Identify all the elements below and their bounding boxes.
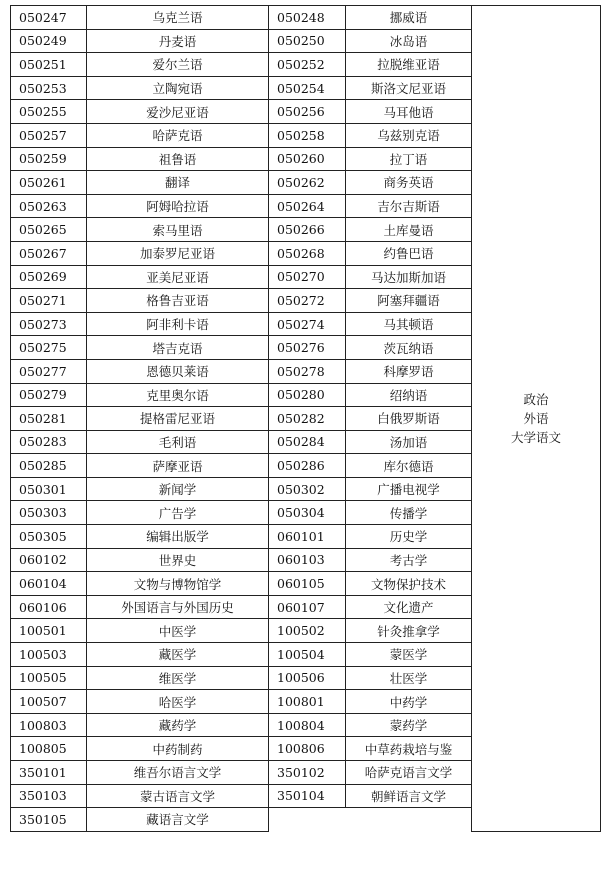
major-name-cell: 加泰罗尼亚语 [87, 241, 269, 265]
table-row [11, 6, 601, 30]
major-code-cell: 050301 [11, 477, 87, 501]
major-code-cell: 060104 [11, 572, 87, 596]
major-code-cell: 050281 [11, 407, 87, 431]
major-code-cell: 050286 [269, 454, 346, 478]
major-code-cell: 050280 [269, 383, 346, 407]
major-code-cell: 050278 [269, 359, 346, 383]
major-code-cell: 050276 [269, 336, 346, 360]
major-name-cell: 哈萨克语 [87, 123, 269, 147]
major-name-cell: 挪威语 [346, 6, 472, 30]
major-name-cell: 绍纳语 [346, 383, 472, 407]
major-code-cell: 050303 [11, 501, 87, 525]
major-name-cell: 祖鲁语 [87, 147, 269, 171]
major-code-cell: 050270 [269, 265, 346, 289]
major-name-cell: 中医学 [87, 619, 269, 643]
major-code-cell: 050305 [11, 525, 87, 549]
major-name-cell: 立陶宛语 [87, 76, 269, 100]
major-name-cell: 世界史 [87, 548, 269, 572]
major-name-cell: 索马里语 [87, 218, 269, 242]
major-name-cell: 朝鲜语言文学 [346, 784, 472, 808]
major-code-cell: 050285 [11, 454, 87, 478]
major-name-cell: 吉尔吉斯语 [346, 194, 472, 218]
major-code-cell: 050272 [269, 289, 346, 313]
major-code-cell: 050257 [11, 123, 87, 147]
exam-subjects-cell [472, 6, 601, 832]
major-code-cell: 060106 [11, 595, 87, 619]
major-name-cell: 藏药学 [87, 713, 269, 737]
major-code-cell: 100806 [269, 737, 346, 761]
major-code-cell: 100505 [11, 666, 87, 690]
major-name-cell: 哈医学 [87, 690, 269, 714]
major-name-cell: 白俄罗斯语 [346, 407, 472, 431]
major-code-cell: 050265 [11, 218, 87, 242]
major-code-cell: 050253 [11, 76, 87, 100]
major-code-cell: 050283 [11, 430, 87, 454]
major-code-cell: 050259 [11, 147, 87, 171]
major-code-cell: 050266 [269, 218, 346, 242]
major-name-cell: 针灸推拿学 [346, 619, 472, 643]
major-name-cell: 广告学 [87, 501, 269, 525]
major-code-cell: 050304 [269, 501, 346, 525]
major-name-cell: 中药制药 [87, 737, 269, 761]
major-code-cell: 050267 [11, 241, 87, 265]
major-code-cell: 050250 [269, 29, 346, 53]
major-name-cell: 提格雷尼亚语 [87, 407, 269, 431]
major-name-cell: 传播学 [346, 501, 472, 525]
major-code-cell: 100504 [269, 643, 346, 667]
major-name-cell: 外国语言与外国历史 [87, 595, 269, 619]
major-code-cell: 100507 [11, 690, 87, 714]
major-name-cell: 维医学 [87, 666, 269, 690]
major-name-cell: 历史学 [346, 525, 472, 549]
major-code-cell: 050251 [11, 53, 87, 77]
major-name-cell: 汤加语 [346, 430, 472, 454]
major-code-cell: 050269 [11, 265, 87, 289]
major-code-cell: 060103 [269, 548, 346, 572]
major-name-cell: 土库曼语 [346, 218, 472, 242]
major-code-cell: 060105 [269, 572, 346, 596]
major-name-cell: 爱尔兰语 [87, 53, 269, 77]
major-name-cell: 藏语言文学 [87, 808, 269, 832]
major-code-cell: 050274 [269, 312, 346, 336]
major-name-cell: 维吾尔语言文学 [87, 761, 269, 785]
major-code-cell: 050256 [269, 100, 346, 124]
table-body [11, 6, 601, 832]
exam-subject: 政治 [523, 391, 549, 407]
major-code-cell: 050258 [269, 123, 346, 147]
major-name-cell: 丹麦语 [87, 29, 269, 53]
major-code-cell: 350102 [269, 761, 346, 785]
major-code-cell: 350105 [11, 808, 87, 832]
major-code-cell: 050275 [11, 336, 87, 360]
major-code-table [10, 5, 601, 832]
major-code-cell: 100804 [269, 713, 346, 737]
major-code-cell: 050262 [269, 171, 346, 195]
major-name-cell: 编辑出版学 [87, 525, 269, 549]
major-code-cell: 060101 [269, 525, 346, 549]
major-code-cell: 350104 [269, 784, 346, 808]
major-code-cell: 100506 [269, 666, 346, 690]
major-name-cell: 广播电视学 [346, 477, 472, 501]
major-code-cell: 050302 [269, 477, 346, 501]
major-code-cell: 050252 [269, 53, 346, 77]
major-name-cell: 塔吉克语 [87, 336, 269, 360]
major-name-cell: 乌兹别克语 [346, 123, 472, 147]
major-name-cell: 冰岛语 [346, 29, 472, 53]
major-name-cell: 壮医学 [346, 666, 472, 690]
major-name-cell: 藏医学 [87, 643, 269, 667]
major-code-cell: 050271 [11, 289, 87, 313]
major-code-cell: 100801 [269, 690, 346, 714]
major-code-cell: 050268 [269, 241, 346, 265]
major-code-cell: 100502 [269, 619, 346, 643]
major-name-cell: 新闻学 [87, 477, 269, 501]
exam-subject: 大学语文 [510, 429, 561, 445]
major-code-cell: 100501 [11, 619, 87, 643]
major-code-cell: 050248 [269, 6, 346, 30]
major-name-cell: 中药学 [346, 690, 472, 714]
major-code-cell: 050254 [269, 76, 346, 100]
major-name-cell: 文物保护技术 [346, 572, 472, 596]
major-code-cell: 350103 [11, 784, 87, 808]
major-code-cell: 100805 [11, 737, 87, 761]
major-code-cell: 050247 [11, 6, 87, 30]
major-name-cell: 阿姆哈拉语 [87, 194, 269, 218]
major-name-cell: 科摩罗语 [346, 359, 472, 383]
empty-cell [269, 808, 472, 832]
major-name-cell: 格鲁吉亚语 [87, 289, 269, 313]
major-code-cell: 060107 [269, 595, 346, 619]
major-name-cell: 中草药栽培与鉴 [346, 737, 472, 761]
major-name-cell: 哈萨克语言文学 [346, 761, 472, 785]
major-name-cell: 蒙医学 [346, 643, 472, 667]
major-code-cell: 350101 [11, 761, 87, 785]
major-code-cell: 050277 [11, 359, 87, 383]
major-name-cell: 文物与博物馆学 [87, 572, 269, 596]
major-code-cell: 050249 [11, 29, 87, 53]
major-name-cell: 茨瓦纳语 [346, 336, 472, 360]
major-name-cell: 爱沙尼亚语 [87, 100, 269, 124]
major-code-cell: 050255 [11, 100, 87, 124]
major-name-cell: 克里奥尔语 [87, 383, 269, 407]
major-code-cell: 050260 [269, 147, 346, 171]
major-name-cell: 翻译 [87, 171, 269, 195]
major-name-cell: 斯洛文尼亚语 [346, 76, 472, 100]
major-name-cell: 约鲁巴语 [346, 241, 472, 265]
major-name-cell: 库尔德语 [346, 454, 472, 478]
major-name-cell: 亚美尼亚语 [87, 265, 269, 289]
major-name-cell: 阿塞拜疆语 [346, 289, 472, 313]
exam-subject: 外语 [523, 410, 549, 426]
major-name-cell: 马耳他语 [346, 100, 472, 124]
major-name-cell: 萨摩亚语 [87, 454, 269, 478]
major-name-cell: 考古学 [346, 548, 472, 572]
major-name-cell: 恩德贝莱语 [87, 359, 269, 383]
major-code-cell: 050263 [11, 194, 87, 218]
major-code-cell: 050279 [11, 383, 87, 407]
major-code-cell: 060102 [11, 548, 87, 572]
major-code-cell: 050261 [11, 171, 87, 195]
major-name-cell: 毛利语 [87, 430, 269, 454]
major-name-cell: 文化遗产 [346, 595, 472, 619]
major-code-cell: 100803 [11, 713, 87, 737]
major-code-cell: 050264 [269, 194, 346, 218]
major-code-cell: 050282 [269, 407, 346, 431]
major-name-cell: 乌克兰语 [87, 6, 269, 30]
major-code-cell: 100503 [11, 643, 87, 667]
major-name-cell: 拉丁语 [346, 147, 472, 171]
major-name-cell: 马其顿语 [346, 312, 472, 336]
major-name-cell: 商务英语 [346, 171, 472, 195]
major-code-cell: 050273 [11, 312, 87, 336]
major-name-cell: 蒙古语言文学 [87, 784, 269, 808]
major-name-cell: 马达加斯加语 [346, 265, 472, 289]
major-code-cell: 050284 [269, 430, 346, 454]
major-name-cell: 阿非利卡语 [87, 312, 269, 336]
major-name-cell: 拉脱维亚语 [346, 53, 472, 77]
major-name-cell: 蒙药学 [346, 713, 472, 737]
